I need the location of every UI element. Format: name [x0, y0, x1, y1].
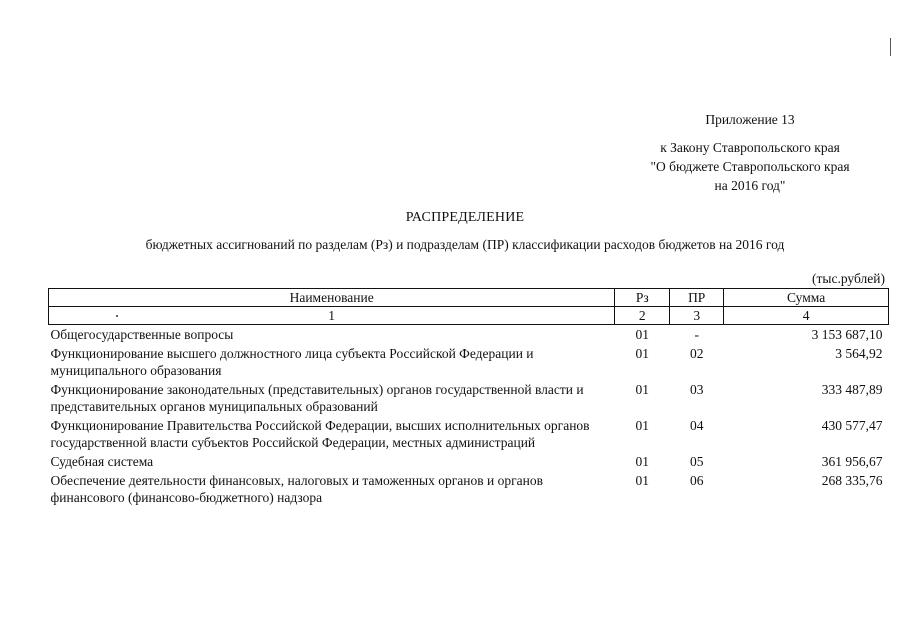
row-name: Обеспечение деятельности финансовых, налоговых и таможенных органов и органов финансового (финансово-бюджетного) надзора [50, 473, 543, 505]
table-row [49, 471, 889, 507]
row-sum: 361 956,67 [821, 454, 883, 469]
column-number-1: 1 [49, 307, 615, 325]
table-row [49, 325, 889, 345]
row-rz: 01 [635, 382, 650, 397]
table-row [49, 452, 889, 471]
row-sum: 333 487,89 [821, 382, 883, 397]
column-number-row [49, 307, 889, 325]
row-rz: 01 [635, 327, 650, 342]
row-name: Функционирование законодательных (представительных) органов государственной власти и представительных органов муниципальных образований [50, 382, 584, 414]
document-title: РАСПРЕДЕЛЕНИЕ [405, 210, 525, 225]
row-sum: 3 153 687,10 [811, 327, 883, 342]
law-line-1: к Закону Ставропольского края [660, 140, 840, 155]
budget-table [48, 288, 889, 507]
appendix-title: Приложение 13 [705, 112, 795, 127]
row-name: Судебная система [50, 454, 154, 469]
row-name: Функционирование Правительства Российской Федерации, высших исполнительных органов государственной власти субъектов Российской Федерации, местных администраций [50, 418, 590, 450]
row-rz: 01 [635, 418, 650, 433]
law-line-2: "О бюджете Ставропольского края [650, 159, 850, 174]
column-header-sum: Сумма [724, 289, 889, 307]
units-label: (тыс.рублей) [812, 271, 885, 286]
law-reference [600, 138, 900, 195]
row-pr: 06 [689, 473, 704, 488]
row-pr: - [694, 327, 699, 342]
table-row [49, 344, 889, 380]
row-pr: 04 [689, 418, 704, 433]
table-header-row [49, 289, 889, 307]
row-rz: 01 [635, 473, 650, 488]
page-edge-mark [890, 38, 891, 56]
row-sum: 430 577,47 [821, 418, 883, 433]
row-rz: 01 [635, 454, 650, 469]
row-sum: 268 335,76 [821, 473, 883, 488]
row-pr: 02 [689, 346, 704, 361]
table-row [49, 416, 889, 452]
row-name: Общегосударственные вопросы [50, 327, 234, 342]
row-pr: 05 [689, 454, 704, 469]
document-subtitle: бюджетных ассигнований по разделам (Рз) и подразделам (ПР) классификации расходов бюджетов на 2016 год [145, 237, 785, 252]
row-pr: 03 [689, 382, 704, 397]
row-rz: 01 [635, 346, 650, 361]
row-sum: 3 564,92 [835, 346, 883, 361]
table-row [49, 380, 889, 416]
column-header-name: Наименование [49, 289, 615, 307]
column-number-3: 3 [670, 307, 724, 325]
column-header-rz: Рз [615, 289, 670, 307]
column-number-4: 4 [724, 307, 889, 325]
column-number-2: 2 [615, 307, 670, 325]
column-header-pr: ПР [670, 289, 724, 307]
row-name: Функционирование высшего должностного лица субъекта Российской Федерации и муниципального образования [50, 346, 534, 378]
law-line-3: на 2016 год" [714, 178, 786, 193]
